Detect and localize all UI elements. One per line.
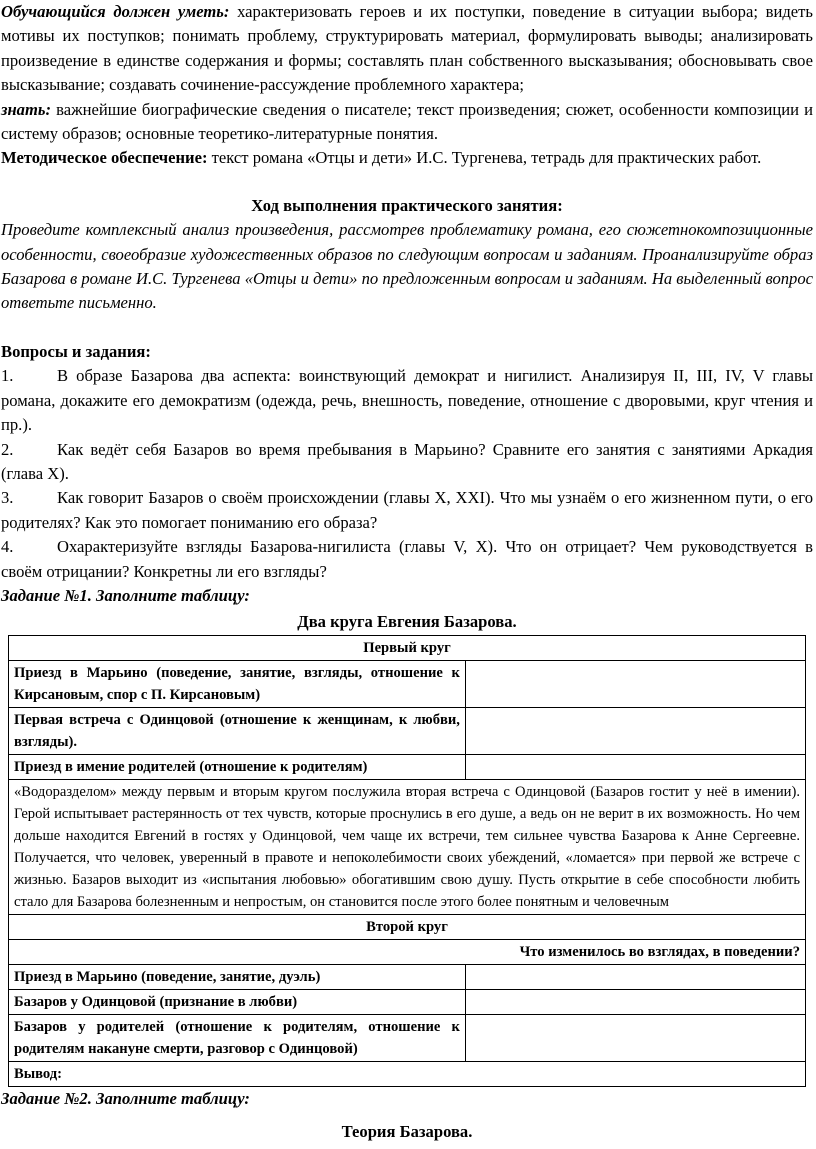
table-row: [9, 754, 806, 779]
answer-cell[interactable]: [465, 964, 805, 989]
second-circle-topic: Базаров у родителей (отношение к родителям, отношение к родителям накануне смерти, разговор с Одинцовой): [9, 1014, 466, 1061]
question-number: 4.: [1, 537, 14, 557]
question-text: Как говорит Базаров о своём происхождении (главы X, XXI). Что мы узнаём о его жизненном пути, о его родителях? Как это помогает пониманию его образа?: [1, 488, 813, 532]
first-circle-header: Первый круг: [9, 635, 806, 660]
skills-text: характеризовать героев и их поступки, поведение в ситуации выбора; видеть мотивы их поступков; понимать проблему, структурировать материал, формулировать выводы; анализировать произведение в единстве содержания и формы; составлять план собственного высказывания; обосновывать свое высказывание; создавать сочинение-рассуждение проблемного характера;: [1, 2, 813, 95]
task2-heading: Задание №2. Заполните таблицу:: [1, 1088, 250, 1108]
question-number: 3.: [1, 488, 14, 508]
lesson-instructions: Проведите комплексный анализ произведения, рассмотрев проблематику романа, его сюжетнокомпозиционные особенности, своеобразие художественных образов по следующим вопросам и заданиям. Проанализируйте образ Базарова в романе И.С. Тургенева «Отцы и дети» по предложенным вопросам и заданиям. На выделенный вопрос ответьте письменно.: [1, 220, 813, 313]
method-text: текст романа «Отцы и дети» И.С. Тургенева, тетрадь для практических работ.: [207, 148, 762, 168]
table-row: [9, 1014, 806, 1061]
second-circle-topic: Приезд в Марьино (поведение, занятие, дуэль): [9, 964, 466, 989]
second-circle-subheader: Что изменилось во взглядах, в поведении?: [9, 939, 806, 964]
table-row: [9, 964, 806, 989]
first-circle-topic: Первая встреча с Одинцовой (отношение к женщинам, к любви, взгляды).: [9, 707, 466, 754]
questions-heading: Вопросы и задания:: [1, 341, 151, 361]
know-text: важнейшие биографические сведения о писателе; текст произведения; сюжет, особенности композиции и систему образов; основные теоретико-литературные понятия.: [1, 99, 813, 144]
question-item: [1, 535, 813, 584]
second-circle-topic: Базаров у Одинцовой (признание в любви): [9, 989, 466, 1014]
table-row: [9, 1061, 806, 1086]
question-text: Охарактеризуйте взгляды Базарова-нигилиста (главы V, X). Что он отрицает? Чем руководствуется в своём отрицании? Конкретны ли его взгляды?: [1, 537, 813, 581]
question-text: Как ведёт себя Базаров во время пребывания в Марьино? Сравните его занятия с занятиями Аркадия (глава X).: [1, 439, 813, 483]
skills-label: Обучающийся должен уметь:: [1, 2, 230, 21]
task1-heading: Задание №1. Заполните таблицу:: [1, 585, 250, 605]
table-row: [9, 939, 806, 964]
question-number: 1.: [1, 366, 14, 386]
skills-paragraph: [1, 0, 813, 98]
first-circle-topic: Приезд в имение родителей (отношение к родителям): [9, 754, 466, 779]
know-label: знать:: [1, 99, 52, 119]
answer-cell[interactable]: [465, 707, 805, 754]
table-row: [9, 989, 806, 1014]
question-text: В образе Базарова два аспекта: воинствующий демократ и нигилист. Анализируя II, III, IV, V главы романа, докажите его демократизм (одежда, речь, внешность, поведение, отношение с дворовыми, круг чтения и пр.).: [1, 366, 813, 435]
know-paragraph: [1, 98, 813, 147]
task1-table-title: Два круга Евгения Базарова.: [297, 612, 517, 632]
method-paragraph: [1, 146, 813, 170]
question-item: [1, 486, 813, 535]
first-circle-topic: Приезд в Марьино (поведение, занятие, взгляды, отношение к Кирсановым, спор с П. Кирсановым): [9, 660, 466, 707]
conclusion-cell[interactable]: Вывод:: [9, 1061, 806, 1086]
document-page: [1, 0, 813, 1145]
answer-cell[interactable]: [465, 660, 805, 707]
method-label: Методическое обеспечение:: [1, 148, 208, 168]
table-row: [9, 914, 806, 939]
question-item: [1, 364, 813, 437]
lesson-heading: Ход выполнения практического занятия:: [251, 195, 563, 215]
question-number: 2.: [1, 439, 14, 459]
table-row: [9, 707, 806, 754]
table-row: [9, 779, 806, 914]
second-circle-header: Второй круг: [9, 914, 806, 939]
answer-cell[interactable]: [465, 754, 805, 779]
watershed-text: «Водоразделом» между первым и вторым кругом послужила вторая встреча с Одинцовой (Базаров гостит у неё в имении). Герой испытывает растерянность от тех чувств, которые проснулись в его душе, а ведь он не верит в их возможность. Но чем дольше находится Евгений в гостях у Одинцовой, чем чаще их встречи, тем сильнее чувства Базарова к Анне Сергеевне. Получается, что человек, уверенный в правоте и непоколебимости своих убеждений, «ломается» при первой же встрече с жизнью. Базаров выходит из «испытания любовью» обогатившим свою душу. Пусть открытие в себе способности любить стало для Базарова болезненным и непростым, он становится после этого более понятным и человечным: [9, 779, 806, 914]
answer-cell[interactable]: [465, 989, 805, 1014]
table-row: [9, 635, 806, 660]
task2-table-title: Теория Базарова.: [341, 1122, 473, 1142]
answer-cell[interactable]: [465, 1014, 805, 1061]
two-circles-table: [8, 635, 806, 1087]
question-item: [1, 438, 813, 487]
table-row: [9, 660, 806, 707]
